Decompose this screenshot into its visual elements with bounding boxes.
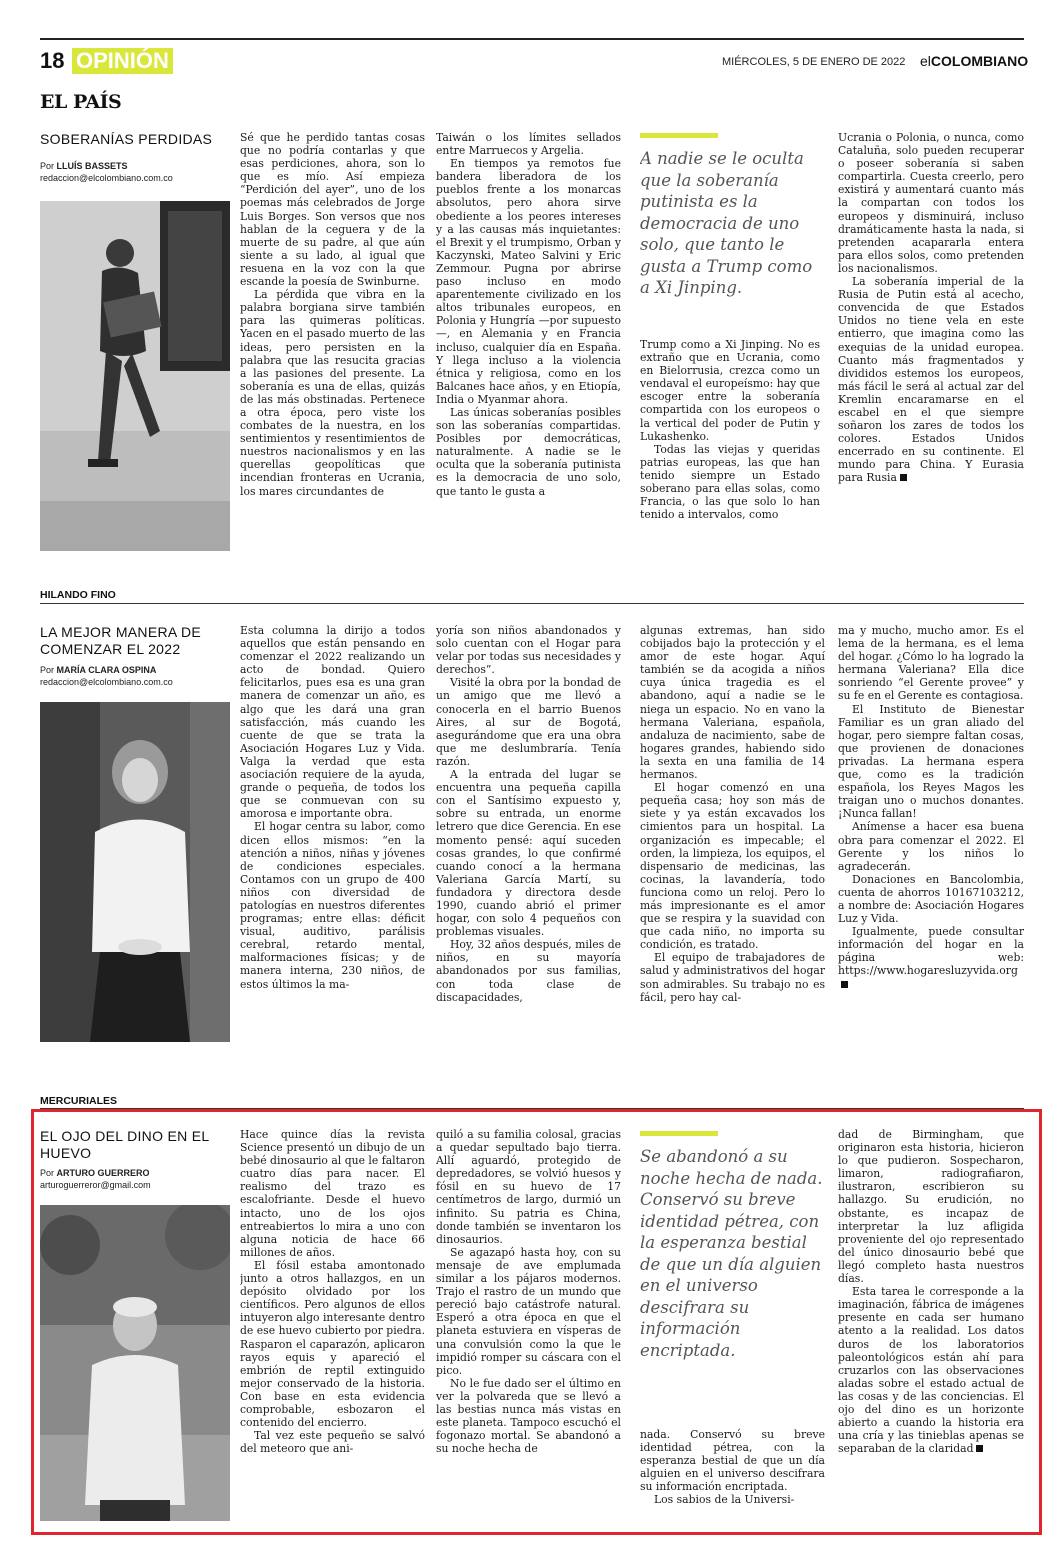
paragraph: Tal vez este pequeño se salvó del meteoro que ani- bbox=[240, 1429, 425, 1456]
article3-pull-quote: Se abandonó a su noche hecha de nada. Conservó su breve identidad pétrea, con la esperanza bestial de que un día alguien en el universo descifrara su información encriptada. bbox=[640, 1147, 823, 1360]
quote-accent-bar bbox=[640, 133, 718, 138]
paragraph bbox=[838, 275, 1024, 485]
author-name: LLUÍS BASSETS bbox=[56, 161, 128, 171]
paragraph: A la entrada del lugar se encuentra una pequeña capilla con el Santísimo expuesto y, sobre su entrada, un enorme letrero que dice Gerencia. En ese momento pensé: aquí suceden cosas grandes, lo que confirmé cuando conocí a la hermana Valeriana García Martí, su fundadora y directora desde 1990, cuando abrió el primer hogar, con solo 4 pequeños con problemas visuales. bbox=[436, 768, 621, 939]
paragraph: Anímense a hacer esa buena obra para comenzar el 2022. El Gerente y los niños lo agradecerán. bbox=[838, 820, 1024, 873]
paragraph: Las únicas soberanías posibles son las soberanías compartidas. Posibles por democráticas, naturalmente. A nadie se le oculta que la soberanía putinista es la democracia de uno solo, que tanto le gusta a bbox=[436, 405, 621, 498]
end-mark-icon bbox=[900, 474, 907, 481]
article3-column-1 bbox=[240, 1128, 425, 1526]
section-rule bbox=[40, 603, 1024, 604]
paragraph bbox=[838, 1285, 1024, 1455]
paragraph: Los sabios de la Universi- bbox=[654, 1493, 795, 1507]
byline-prefix: Por bbox=[40, 665, 55, 675]
section-label-hilando-fino: HILANDO FINO bbox=[40, 589, 116, 601]
paragraph: Visité la obra por la bondad de un amigo que me llevó a conocerla en el barrio Buenos Aires, al sur de Bogotá, asegurándome que era una obra que me deslumbraría. Tenía razón. bbox=[436, 676, 621, 768]
article2-column-1 bbox=[240, 624, 425, 1044]
article2-byline bbox=[40, 664, 230, 688]
article1-column-4 bbox=[838, 131, 1024, 551]
author-email: redaccion@elcolombiano.com.co bbox=[40, 173, 173, 183]
author-email: arturoguerreror@gmail.com bbox=[40, 1180, 151, 1190]
bronze-statue-photo bbox=[40, 201, 230, 551]
top-rule bbox=[40, 38, 1024, 40]
paragraph: Donaciones en Bancolombia, cuenta de ahorros 10167103212, a nombre de: Asociación Hogares Luz y Vida. bbox=[838, 872, 1024, 926]
end-mark-icon bbox=[976, 1445, 983, 1452]
article1-column-2 bbox=[436, 131, 621, 549]
article2-title: LA MEJOR MANERA DE COMENZAR EL 2022 bbox=[40, 624, 201, 657]
paragraph: El fósil estaba amontonado junto a otros hallazgos, en un depósito olvidado por los científicos. Pero algunos de ellos intuyeron algo interesante dentro de ese huevo cubierto por piedra. Rasparon el caparazón, aplicaron rayos equis y apareció el embrión de reptil extinguido mejor conservado de la historia. Con base en esta evidencia comprobable, esbozaron el contenido del encierro. bbox=[240, 1258, 425, 1430]
article1-column-1 bbox=[240, 131, 425, 549]
paragraph: Taiwán o los límites sellados entre Marruecos y Argelia. bbox=[436, 131, 621, 158]
paragraph: El Instituto de Bienestar Familiar es un gran aliado del hogar, pero siempre faltan cosas, que provienen de donaciones privadas. La hermana espera que, como es la tradición española, los Reyes Magos les traigan uno o muchos donantes. ¡Nunca fallan! bbox=[838, 702, 1024, 821]
paragraph: Ucrania o Polonia, o nunca, como Cataluña, solo pueden recuperar o poseer soberanía si saben compartirla. Cuesta creerlo, pero existirá y aumentará cuanto más la compartan con todos los europeos y disminuirá, incluso dramáticamente hasta la nada, si pretenden acapararla entera para ellos solos, como pretenden los nacionalismos. bbox=[838, 131, 1024, 275]
article2-column-4 bbox=[838, 624, 1024, 1044]
paragraph: No le fue dado ser el último en ver la polvareda que se llevó a las bestias nunca más vistas en este planeta. Tampoco escuchó el fogonazo mortal. Se abandonó a su noche hecha de bbox=[436, 1376, 621, 1456]
article3-byline bbox=[40, 1167, 230, 1191]
paragraph: quiló a su familia colosal, gracias a quedar sepultado bajo tierra. Allí aguardó, protegido de depredadores, se volvió huesos y fósil en su huevo de 17 centímetros de largo, durmió un infinito. Su patria es China, donde también se inventaron los dinosaurios. bbox=[436, 1128, 621, 1246]
article2-column-3 bbox=[640, 624, 825, 1044]
paragraph: Todas las viejas y queridas patrias europeas, las que han tenido siempre un Estado soberano para ellas solas, como Francia, o las que solo lo han tenido a intervalos, como bbox=[640, 442, 820, 522]
paragraph: ma y mucho, mucho amor. Es el lema de la hermana, es el lema del hogar. ¿Cómo lo ha logrado la hermana Valeriana? Ella dice sonriendo “el Gerente provee” y su fe en el Gerente es contagiosa. bbox=[838, 624, 1024, 703]
paragraph: nada. Conservó su breve identidad pétrea, con la esperanza bestial de que un día alguien en el universo descifrara su información encriptada. bbox=[640, 1428, 825, 1494]
end-mark-icon bbox=[841, 981, 848, 988]
quote-accent-bar bbox=[640, 1131, 718, 1136]
paragraph: La pérdida que vibra en la palabra borgiana sirve también para las quimeras políticas. Yacen en el pasado muerto de las ideas, pero persisten en la palabra que las resucita gracias a las pasiones del presente. La soberanía es una de ellas, quizás de las más obstinadas. Pertenece a otra época, pero viste los combates de la nuestra, en los sentimientos y resentimientos de nuestros nacionalismos y en las querellas geopolíticas que incendian fronteras en Ucrania, los mares circundantes de bbox=[240, 288, 425, 498]
article3-column-2 bbox=[436, 1128, 621, 1526]
paragraph: Sé que he perdido tantas cosas que no podría contarlas y que esas perdiciones, ahora, son lo que es mío. Así empieza “Perdición del ayer”, uno de los poemas más celebrados de Jorge Luis Borges. Son versos que nos hablan de la ceguera y de la muerte de su padre, al que aún siente a su lado, al igual que resuena en la voz con la que escande la poesía de Swinburne. bbox=[240, 131, 425, 289]
author-name: MARÍA CLARA OSPINA bbox=[56, 665, 157, 675]
issue-date: MIÉRCOLES, 5 DE ENERO DE 2022 bbox=[722, 56, 906, 68]
paragraph: En tiempos ya remotos fue bandera liberadora de los pueblos frente a los monarcas absolutos, pero ahora sirve obediente a los peores intereses y a las causas más inquietantes: el Brexit y el trumpismo, Orban y Kaczynski, Mateo Salvini y Eric Zemmour. Pugna por abrirse paso incluso en modo aparentemente civilizado en los altos tribunales europeos, en Polonia y Hungría —por supuesto—, en Alemania y en Francia incluso, cualquier día en España. Y llega incluso a la violencia étnica y religiosa, como en los Balcanes hace años, y en Etiopía, India o Myanmar ahora. bbox=[436, 157, 621, 406]
paragraph: Se agazapó hasta hoy, con su mensaje de ave emplumada similar a los pájaros modernos. Trajo el rastro de un mundo que pereció bajo catástrofe natural. Esperó a otra época en que el planeta estuviera en vísperas de una convulsión como la que le impidió romper su cáscara con el pico. bbox=[436, 1245, 621, 1377]
article3-column-4 bbox=[838, 1128, 1024, 1528]
paragraph: El hogar centra su labor, como dicen ellos mismos: “en la atención a niños, niñas y jóvenes de condiciones especiales. Contamos con un grupo de 400 niños con diversidad de patologías en nuestros diferentes programas; entre ellas: déficit visual, auditivo, parálisis cerebral, retardo mental, malformaciones físicas; y de manera interna, 230 niños, de estos últimos la ma- bbox=[240, 820, 425, 991]
byline-prefix: Por bbox=[40, 1168, 55, 1178]
paragraph-text: Esta tarea le corresponde a la imaginación, fábrica de imágenes presente en cada ser humano atento a la realidad. Los datos duros de los laboratorios paleontológicos están ahí para cruzarlos con las observaciones aladas sobre el estado actual de las cosas y de las conciencias. El ojo del dino es un horizonte abierto a cuando la historia era una cría y las tinieblas apenas se separaban de la claridad bbox=[838, 1285, 1024, 1456]
masthead-el: el bbox=[920, 53, 931, 69]
masthead-name: COLOMBIANO bbox=[930, 53, 1029, 69]
author-name: ARTURO GUERRERO bbox=[56, 1168, 150, 1178]
paragraph: El equipo de trabajadores de salud y administrativos del hogar son admirables. Su trabajo no es fácil, pero hay cal- bbox=[640, 951, 825, 1004]
section-title: OPINIÓN bbox=[72, 48, 173, 74]
paragraph: yoría son niños abandonados y solo cuentan con el Hogar para velar por todas sus necesidades y derechos”. bbox=[436, 624, 621, 677]
paragraph: Hoy, 32 años después, miles de niños, en su mayoría abandonados por sus familias, con toda clase de discapacidades, bbox=[436, 938, 621, 1004]
article1-column-3 bbox=[640, 338, 820, 550]
page-number: 18 bbox=[40, 48, 65, 73]
article3-title: EL OJO DEL DINO EN EL HUEVO bbox=[40, 1128, 209, 1161]
woman-portrait-photo bbox=[40, 702, 230, 1042]
paragraph: dad de Birmingham, que originaron esta historia, hicieron lo que pudieron. Sospecharon, limaron, radiografiaron, ilustraron, escribieron su hallazgo. Su erudición, no obstante, es incapaz de interpretar la luz afligida proveniente del ojo representado del único dinosaurio bebé que llegó completo hasta nuestros días. bbox=[838, 1128, 1024, 1286]
article3-column-3 bbox=[640, 1428, 825, 1528]
paragraph: El hogar comenzó en una pequeña casa; hoy son más de siete y ya están excavados los cimientos para un hospital. La organización es impecable; el orden, la limpieza, los equipos, el dispensario de medicinas, las cocinas, la lavandería, todo funciona como un reloj. Pero lo más impresionante es el amor que se respira y la suavidad con que cada niño, no importa su condición, es tratado. bbox=[640, 781, 825, 952]
paragraph: Trump como a Xi Jinping. No es extraño que en Ucrania, como en Bielorrusia, crezca como un vendaval el europeísmo: hay que escoger entre la soberanía compartida con los europeos o la vertical del poder de Putin y Lukashenko. bbox=[640, 338, 820, 443]
section-label-mercuriales: MERCURIALES bbox=[40, 1095, 118, 1107]
paragraph-text: Igualmente, puede consultar información del hogar en la página web: https://www.hogaresluzyvida.org bbox=[838, 925, 1024, 978]
paragraph: algunas extremas, han sido cobijados bajo la protección y el amor de este hogar. Aquí también se da acogida a niños cuya única tragedia es el abandono, aquí a nadie se le niega un espacio. No en vano la hermana Valeriana, española, andaluza de nacimiento, sabe de hogares grandes, habiendo sido la sexta en una familia de 14 hermanos. bbox=[640, 624, 825, 782]
author-email: redaccion@elcolombiano.com.co bbox=[40, 677, 173, 687]
article1-pull-quote: A nadie se le oculta que la soberanía putinista es la democracia de uno solo, que tanto le gusta a Trump como a Xi Jinping. bbox=[640, 149, 813, 297]
newspaper-logo bbox=[920, 53, 1028, 69]
article1-title: SOBERANÍAS PERDIDAS bbox=[40, 131, 213, 147]
article2-column-2 bbox=[436, 624, 621, 1044]
man-portrait-photo bbox=[40, 1205, 230, 1521]
article1-byline bbox=[40, 160, 230, 184]
byline-prefix: Por bbox=[40, 161, 55, 171]
paragraph bbox=[838, 925, 1024, 990]
paragraph: Hace quince días la revista Science presentó un dibujo de un bebé dinosaurio al que le faltaron cuatro días para nacer. El realismo del trazo es escalofriante. Desde el huevo intacto, uno de los ojos entreabiertos lo mira a uno con alguna noticia de hace 66 millones de años. bbox=[240, 1128, 425, 1259]
paragraph: Esta columna la dirijo a todos aquellos que están pensando en comenzar el 2022 realizando un acto de bondad. Quiero felicitarlos, pues esa es una gran manera de comenzar un año, es algo que les dará una gran satisfacción, más cuando les cuente de que se trata la Asociación Hogares Luz y Vida. Valga la verdad que esta asociación requiere de la ayuda, grande o pequeña, de todos los que se conmuevan con su amorosa e importante obra. bbox=[240, 624, 425, 821]
el-pais-logo: EL PAÍS bbox=[40, 91, 122, 113]
paragraph-text: La soberanía imperial de la Rusia de Putin está al acecho, convencida de que Estados Unidos no tiene vela en este entierro, que imagina como las exequias de la unidad europea. Cuanto más fragmentados y divididos estemos los europeos, más fácil le será al actual zar del Kremlin encaramarse en el escabel en el que siempre soñaron los zares de todos los colores. Estados Unidos encerrado en su continente. El mundo para China. Y Eurasia para Rusia bbox=[838, 275, 1024, 485]
